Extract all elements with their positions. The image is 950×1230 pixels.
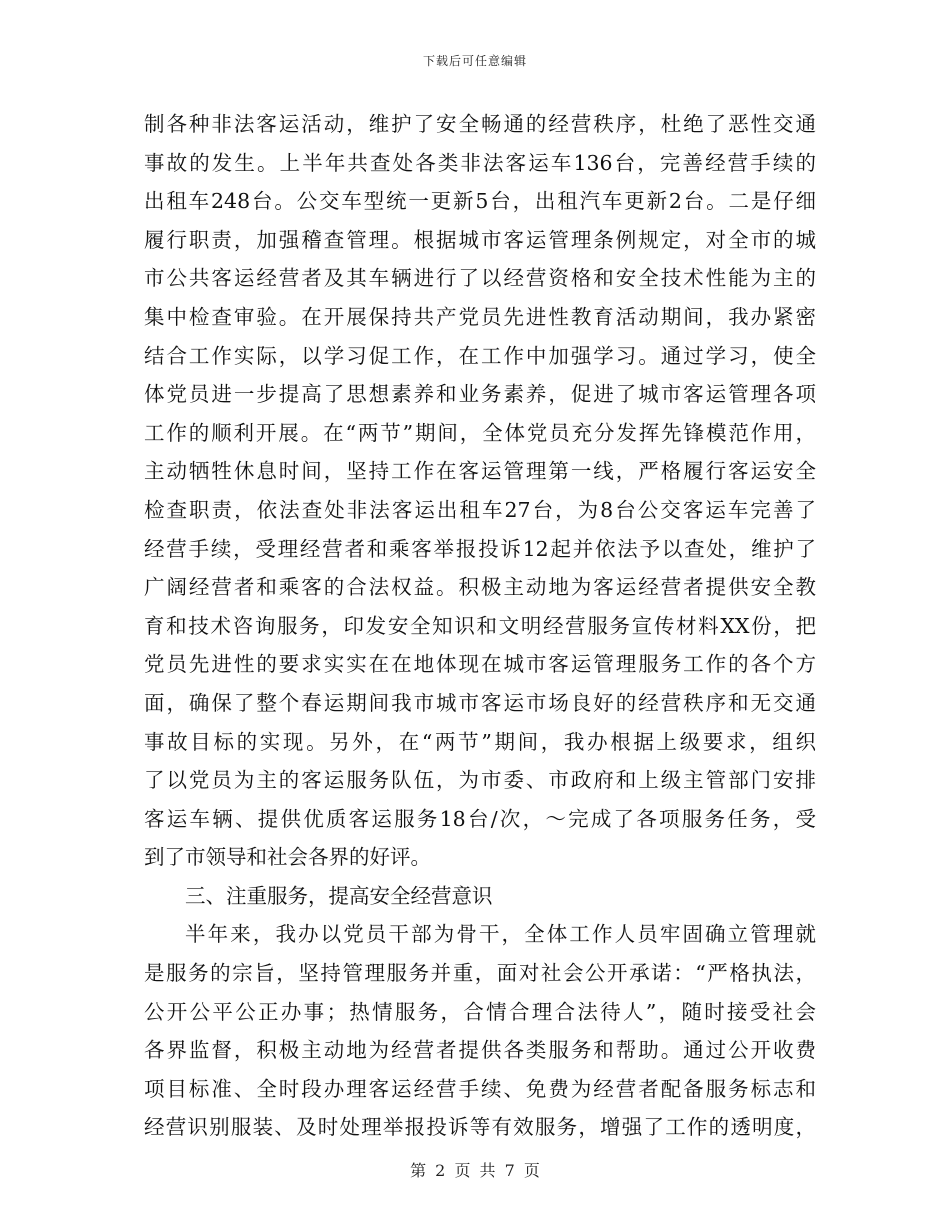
paragraph-line: 公开公平公正办事；热情服务，合情合理合法待人”，随时接受社会 [144,999,816,1024]
paragraph-line: 各界监督，积极主动地为经营者提供各类服务和帮助。通过公开收费 [144,1038,816,1063]
section-heading: 三、注重服务，提高安全经营意识 [185,883,493,908]
paragraph-line: 经营手续，受理经营者和乘客举报投诉12起并依法予以查处，维护了 [144,536,816,561]
paragraph-line: 客运车辆、提供优质客运服务18台/次，～完成了各项服务任务，受 [144,806,816,831]
paragraph-line: 半年来，我办以党员干部为骨干，全体工作人员牢固确立管理就 [185,922,816,947]
paragraph-line: 育和技术咨询服务，印发安全知识和文明经营服务宣传材料XX份，把 [144,613,816,638]
paragraph-line: 集中检查审验。在开展保持共产党员先进性教育活动期间，我办紧密 [144,304,816,329]
paragraph-line: 制各种非法客运活动，维护了安全畅通的经营秩序，杜绝了恶性交通 [144,112,816,136]
paragraph-line: 市公共客运经营者及其车辆进行了以经营资格和安全技术性能为主的 [144,266,816,291]
page-header: 下载后可任意编辑 [422,54,527,68]
paragraph-line: 了以党员为主的客运服务队伍，为市委、市政府和上级主管部门安排 [144,768,816,793]
paragraph-line: 是服务的宗旨，坚持管理服务并重，面对社会公开承诺：“严格执法， [144,961,816,986]
paragraph-line: 工作的顺利开展。在“两节”期间，全体党员充分发挥先锋模范作用， [144,420,816,445]
paragraph-line: 项目标准、全时段办理客运经营手续、免费为经营者配备服务标志和 [144,1076,816,1101]
paragraph-line: 检查职责，依法查处非法客运出租车27台，为8台公交客运车完善了 [144,497,816,522]
paragraph-line: 主动牺牲休息时间，坚持工作在客运管理第一线，严格履行客运安全 [144,459,816,484]
document-body [144,105,816,1147]
paragraph-line: 面，确保了整个春运期间我市城市客运市场良好的经营秩序和无交通 [144,690,816,715]
page-number-footer: 第 2 页 共 7 页 [410,1161,540,1180]
paragraph-line: 出租车248台。公交车型统一更新5台，出租汽车更新2台。二是仔细 [144,189,816,214]
paragraph-line: 履行职责，加强稽查管理。根据城市客运管理条例规定，对全市的城 [144,227,816,252]
paragraph-line: 事故目标的实现。另外，在“两节”期间，我办根据上级要求，组织 [144,729,816,754]
paragraph-line: 结合工作实际，以学习促工作，在工作中加强学习。通过学习，使全 [144,343,816,368]
paragraph-line: 广阔经营者和乘客的合法权益。积极主动地为客运经营者提供安全教 [144,575,816,600]
paragraph-line: 体党员进一步提高了思想素养和业务素养，促进了城市客运管理各项 [144,382,816,407]
paragraph-line: 经营识别服装、及时处理举报投诉等有效服务，增强了工作的透明度， [144,1115,816,1140]
paragraph-line: 事故的发生。上半年共查处各类非法客运车136台，完善经营手续的 [144,150,816,175]
paragraph-line: 党员先进性的要求实实在在地体现在城市客运管理服务工作的各个方 [144,652,816,677]
paragraph-line: 到了市领导和社会各界的好评。 [144,845,431,870]
